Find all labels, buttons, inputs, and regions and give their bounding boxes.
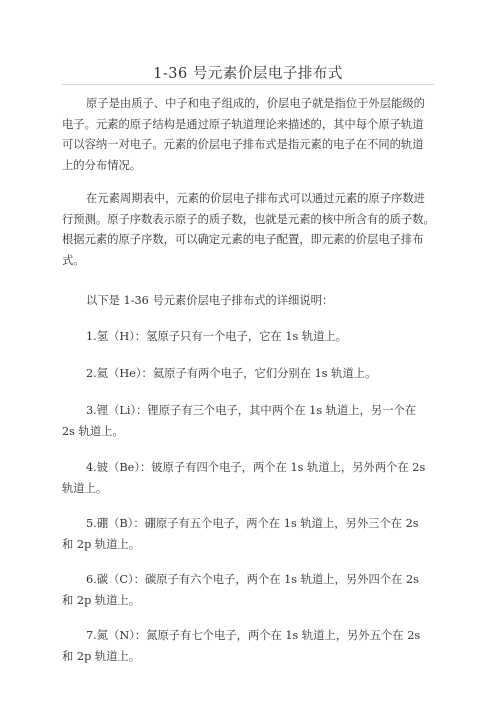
text-line: 上的分布情况。	[62, 158, 142, 172]
intro-paragraph	[62, 94, 442, 176]
text-line: 2.氦（He）：氦原子有两个电子，它们分别在 1s 轨道上。	[86, 367, 377, 380]
page-title: 1-36 号元素价层电子排布式	[153, 66, 343, 82]
text-line: 6.碳（C）：碳原子有六个电子，两个在 1s 轨道上，另外四个在 2s	[86, 573, 419, 586]
text-line: 可以容纳一对电子。元素的价层电子排布式是指元素的电子在不同的轨道	[62, 138, 424, 151]
title-divider	[62, 84, 434, 85]
text-line: 1.氢（H）：氢原子只有一个电子，它在 1s 轨道上。	[86, 330, 348, 343]
periodic-table-paragraph	[62, 189, 442, 271]
text-line: 根据元素的原子序数，可以确定元素的电子配置，即元素的价层电子排布	[62, 233, 424, 246]
text-line: 5.硼（B）：硼原子有五个电子，两个在 1s 轨道上，另外三个在 2s	[86, 517, 419, 530]
text-line: 电子。元素的原子结构是通过原子轨道理论来描述的，其中每个原子轨道	[62, 117, 424, 131]
element-item-helium	[62, 364, 442, 385]
text-line: 行预测。原子序数表示原子的质子数，也就是元素的核中所含有的质子数。	[62, 212, 435, 226]
text-line: 和 2p 轨道上。	[62, 537, 141, 551]
text-line: 原子是由质子、中子和电子组成的，价层电子就是指位于外层能级的	[86, 97, 425, 110]
element-item-nitrogen	[62, 626, 442, 667]
text-line: 和 2p 轨道上。	[62, 649, 141, 663]
text-line: 以下是 1-36 号元素价层电子排布式的详细说明：	[86, 294, 334, 307]
text-line: 和 2p 轨道上。	[62, 593, 141, 607]
text-line: 2s 轨道上。	[62, 424, 124, 438]
text-line: 3.锂（Li）：锂原子有三个电子，其中两个在 1s 轨道上，另一个在	[86, 404, 417, 417]
text-line: 7.氮（N）：氮原子有七个电子，两个在 1s 轨道上，另外五个在 2s	[86, 629, 421, 642]
text-line: 轨道上。	[62, 481, 108, 495]
list-intro	[62, 291, 442, 312]
text-line: 在元素周期表中，元素的价层电子排布式可以通过元素的原子序数进	[86, 192, 425, 205]
text-line: 式。	[62, 253, 85, 267]
element-item-hydrogen	[62, 327, 442, 348]
element-item-boron	[62, 514, 442, 555]
element-item-carbon	[62, 570, 442, 611]
text-line: 4.铍（Be）：铍原子有四个电子，两个在 1s 轨道上，另外两个在 2s	[86, 461, 426, 474]
element-item-beryllium	[62, 458, 442, 499]
element-item-lithium	[62, 401, 442, 442]
